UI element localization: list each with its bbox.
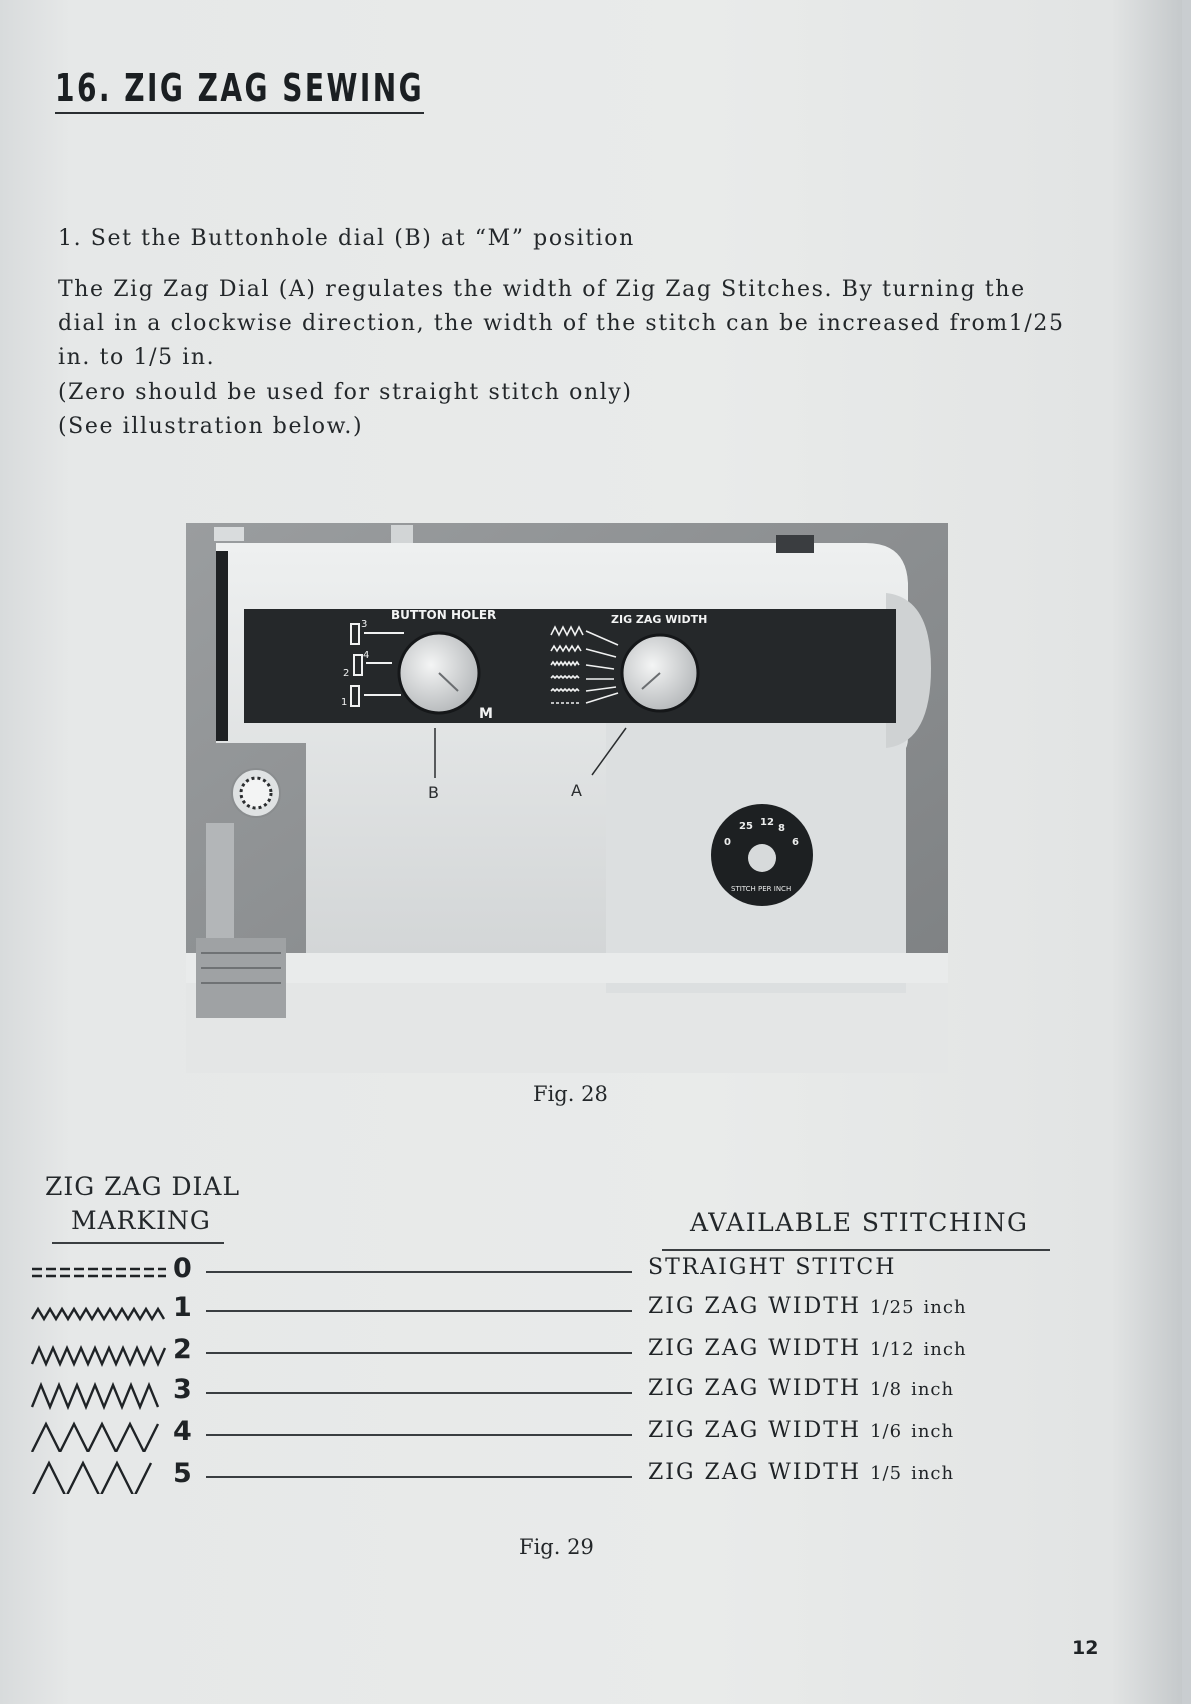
left-header-line-2: MARKING bbox=[71, 1206, 211, 1235]
panel-label-button-holer: BUTTON HOLER bbox=[391, 608, 497, 622]
dial-mark-number: 1 bbox=[173, 1292, 192, 1323]
stitch-width: 1/25 bbox=[870, 1297, 915, 1318]
dial-mark-number: 5 bbox=[173, 1458, 192, 1489]
table-row bbox=[0, 1374, 1100, 1414]
stitch-unit: inch bbox=[923, 1339, 967, 1360]
table-row bbox=[0, 1416, 1100, 1456]
stitch-pattern-icon bbox=[30, 1460, 168, 1494]
leader-line bbox=[206, 1434, 632, 1436]
step-1-text: 1. Set the Buttonhole dial (B) at “M” position bbox=[58, 226, 635, 251]
stitch-width: 1/8 bbox=[870, 1379, 903, 1400]
leader-line bbox=[206, 1271, 632, 1273]
stitch-pattern-icon bbox=[30, 1294, 168, 1328]
stitch-name: STRAIGHT STITCH bbox=[648, 1255, 897, 1280]
dial-mark-number: 3 bbox=[173, 1374, 192, 1405]
buttonhole-number-1: 1 bbox=[341, 697, 348, 708]
dial-mark-number: 4 bbox=[173, 1416, 192, 1447]
stitch-pattern-icon bbox=[30, 1376, 168, 1410]
body-line-1: The Zig Zag Dial (A) regulates the width of Zig Zag Stitches. By turning the bbox=[58, 277, 1026, 302]
section-heading: 16. ZIG ZAG SEWING bbox=[55, 66, 424, 114]
table-row bbox=[0, 1253, 1100, 1293]
available-stitching bbox=[648, 1376, 954, 1401]
label-b: B bbox=[428, 783, 439, 802]
right-header: AVAILABLE STITCHING bbox=[690, 1208, 1029, 1237]
available-stitching bbox=[648, 1294, 967, 1319]
stitch-unit: inch bbox=[911, 1379, 955, 1400]
stitch-number-12: 12 bbox=[760, 817, 774, 828]
stitch-number-0: 0 bbox=[724, 837, 731, 848]
left-header-underline bbox=[52, 1242, 224, 1244]
available-stitching bbox=[648, 1336, 967, 1361]
stitch-name: ZIG ZAG WIDTH bbox=[648, 1376, 862, 1401]
body-line-4: (Zero should be used for straight stitch only) bbox=[58, 380, 633, 405]
body-line-2: dial in a clockwise direction, the width of the stitch can be increased from1/25 bbox=[58, 311, 1065, 336]
leader-line bbox=[206, 1392, 632, 1394]
table-row bbox=[0, 1292, 1100, 1332]
stitch-name: ZIG ZAG WIDTH bbox=[648, 1460, 862, 1485]
figure-28-caption: Fig. 28 bbox=[533, 1082, 608, 1106]
dial-mark-number: 2 bbox=[173, 1334, 192, 1365]
body-line-5: (See illustration below.) bbox=[58, 414, 364, 439]
sewing-machine-photo bbox=[186, 523, 948, 1073]
stitch-name: ZIG ZAG WIDTH bbox=[648, 1294, 862, 1319]
buttonhole-number-4: 4 bbox=[363, 650, 370, 661]
stitch-unit: inch bbox=[911, 1421, 955, 1442]
panel-label-zig-zag-width: ZIG ZAG WIDTH bbox=[611, 613, 708, 626]
available-stitching bbox=[648, 1460, 954, 1485]
page-number: 12 bbox=[1072, 1637, 1099, 1659]
right-header-underline bbox=[662, 1249, 1050, 1251]
stitch-unit: inch bbox=[911, 1463, 955, 1484]
stitch-dial-text: STITCH PER INCH bbox=[731, 885, 792, 893]
table-row bbox=[0, 1334, 1100, 1374]
figure-29-caption: Fig. 29 bbox=[519, 1535, 594, 1559]
stitch-name: ZIG ZAG WIDTH bbox=[648, 1418, 862, 1443]
buttonhole-number-2: 2 bbox=[343, 668, 350, 679]
dial-mark-number: 0 bbox=[173, 1253, 192, 1284]
stitch-number-25: 25 bbox=[739, 821, 753, 832]
stitch-pattern-icon bbox=[30, 1418, 168, 1452]
leader-line bbox=[206, 1476, 632, 1478]
left-header-line-1: ZIG ZAG DIAL bbox=[45, 1172, 241, 1201]
stitch-width: 1/6 bbox=[870, 1421, 903, 1442]
available-stitching bbox=[648, 1255, 896, 1280]
buttonhole-number-3: 3 bbox=[361, 619, 368, 630]
label-a: A bbox=[571, 781, 582, 800]
body-line-3: in. to 1/5 in. bbox=[58, 345, 216, 370]
leader-line bbox=[206, 1352, 632, 1354]
stitch-name: ZIG ZAG WIDTH bbox=[648, 1336, 862, 1361]
dial-mark-m: M bbox=[479, 706, 493, 722]
leader-line bbox=[206, 1310, 632, 1312]
stitch-number-8: 8 bbox=[778, 823, 785, 834]
stitch-pattern-icon bbox=[30, 1336, 168, 1370]
stitch-width: 1/5 bbox=[870, 1463, 903, 1484]
table-row bbox=[0, 1458, 1100, 1498]
stitch-unit: inch bbox=[923, 1297, 967, 1318]
stitch-number-6: 6 bbox=[792, 837, 799, 848]
stitch-width: 1/12 bbox=[870, 1339, 915, 1360]
available-stitching bbox=[648, 1418, 954, 1443]
stitch-pattern-icon bbox=[30, 1255, 168, 1289]
